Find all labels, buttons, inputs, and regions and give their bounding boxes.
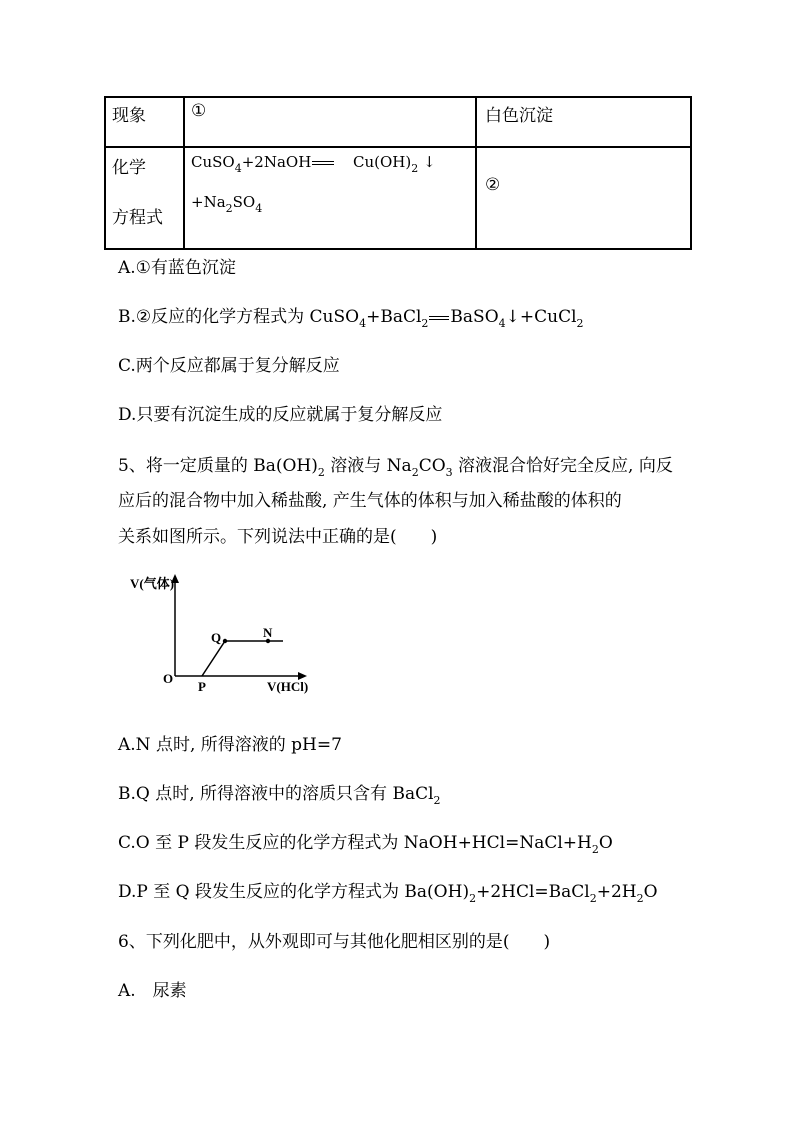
q4-option-d: D.只要有沉淀生成的反应就属于复分解反应 <box>118 405 443 425</box>
equals-sign <box>312 161 334 165</box>
table-cell-header-phenomenon <box>105 97 184 147</box>
q4-option-c: C.两个反应都属于复分解反应 <box>118 356 340 376</box>
blank-2-marker: ② <box>485 175 501 195</box>
table-cell-blank-1 <box>184 97 476 147</box>
y-axis-label: V(气体) <box>130 576 175 591</box>
origin-label: O <box>163 671 174 686</box>
equation-label-line1: 化学 <box>112 158 146 178</box>
blank-1-marker: ① <box>191 101 207 121</box>
point-q-label: Q <box>211 630 222 645</box>
q5-option-b: B.Q 点时, 所得溶液中的溶质只含有 BaCl$_2$ <box>118 784 441 807</box>
white-precipitate-text: 白色沉淀 <box>485 106 553 126</box>
equation-1-line1: CuSO$_4$+2NaOH <box>191 153 334 171</box>
q4-option-b: B.②反应的化学方程式为 CuSO$_4$+BaCl$_2$ BaSO$_4$↓+CuCl$_2$ <box>118 307 584 330</box>
table-cell-blank-2 <box>476 147 691 249</box>
q5-option-c: C.O 至 P 段发生反应的化学方程式为 $NaOH+HCl=NaCl+H_2O$ <box>118 833 613 856</box>
point-p-label: P <box>198 679 206 694</box>
phenomenon-label: 现象 <box>112 106 146 126</box>
q5-stem-line1: 5、将一定质量的 $Ba(OH)_2$ 溶液与 $Na_2CO_3$ 溶液混合恰好完全反应, 向反 <box>118 456 673 479</box>
table-cell-equation-1 <box>184 147 476 249</box>
equals-sign <box>429 316 449 320</box>
table-cell-white-precipitate <box>476 97 691 147</box>
point-q-marker <box>223 639 227 643</box>
equation-label-line2: 方程式 <box>112 208 163 228</box>
gas-volume-graph <box>125 570 315 700</box>
x-axis-label: V(HCl) <box>267 679 309 694</box>
volume-curve <box>202 641 283 676</box>
point-n-label: N <box>263 625 273 640</box>
table-cell-header-equation <box>105 147 184 249</box>
q5-stem-line3: 关系如图所示。下列说法中正确的是( ) <box>118 527 438 547</box>
equation-1-line2: $+Na_2SO_4$ <box>191 193 263 215</box>
q5-option-d: D.P 至 Q 段发生反应的化学方程式为 $Ba(OH)_2+2HCl=BaCl_2+2H_2O$ <box>118 882 658 905</box>
q6-stem: 6、下列化肥中，从外观即可与其他化肥相区别的是( ) <box>118 932 551 952</box>
reaction-table <box>104 96 692 250</box>
q6-option-a: A. 尿素 <box>118 981 187 1001</box>
q5-option-a: A.N 点时, 所得溶液的 pH=7 <box>118 735 342 755</box>
equation-1-product: $Cu(OH)_2$ ↓ <box>353 153 436 175</box>
q5-stem-line2: 应后的混合物中加入稀盐酸, 产生气体的体积与加入稀盐酸的体积的 <box>118 491 622 511</box>
q4-option-a: A.①有蓝色沉淀 <box>118 258 236 278</box>
